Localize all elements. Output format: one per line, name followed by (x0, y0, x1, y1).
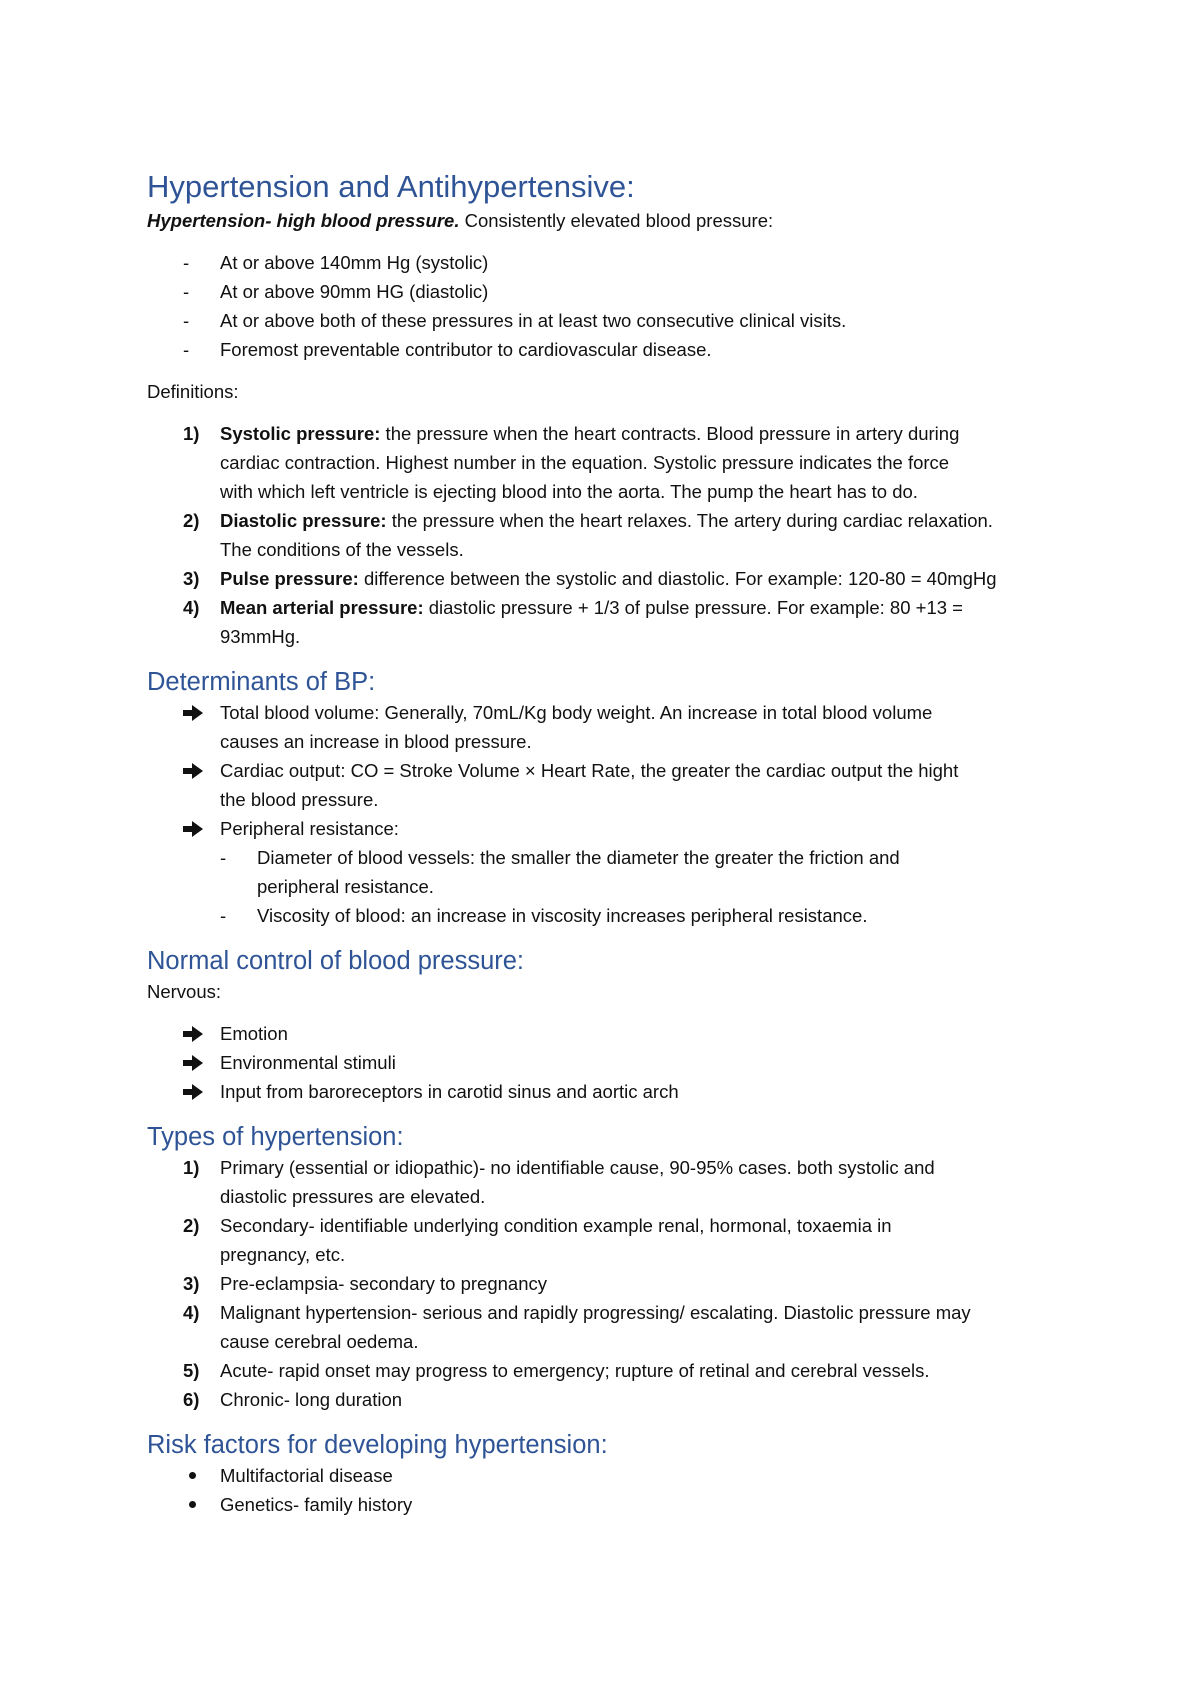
arrow-right-icon (183, 1026, 203, 1042)
intro-paragraph (147, 206, 1077, 235)
section-heading-types: Types of hypertension: (147, 1123, 404, 1151)
list-item: Input from baroreceptors in carotid sinus and aortic arch (147, 1077, 1077, 1106)
page-title: Hypertension and Antihypertensive: (147, 169, 635, 204)
risk-factors-list (147, 1461, 1077, 1519)
determinants-list (147, 698, 1077, 843)
list-item: 1) Primary (essential or idiopathic)- no identifiable cause, 90-95% cases. both systolic and diastolic pressures are elevated. (183, 1157, 935, 1207)
definitions-list (147, 419, 1077, 651)
arrow-right-icon (183, 705, 203, 721)
nervous-label: Nervous: (147, 981, 222, 1002)
bullet-icon (189, 1501, 196, 1508)
list-item: 1) Systolic pressure: the pressure when the heart contracts. Blood pressure in artery during cardiac contraction. Highest number in the equation. Systolic pressure indicates the force with which left ventricle is ejecting blood into the aorta. The pump the heart has to do. (183, 423, 960, 502)
list-item: 3) Pulse pressure: difference between the systolic and diastolic. For example: 120-80 = 40mgHg (183, 568, 997, 589)
types-list (147, 1153, 1077, 1414)
list-item: 5) Acute- rapid onset may progress to emergency; rupture of retinal and cerebral vessels. (183, 1360, 930, 1381)
nervous-list (147, 1019, 1077, 1106)
list-item: - At or above 140mm Hg (systolic) (183, 252, 489, 273)
peripheral-resistance-sublist (147, 843, 1077, 930)
arrow-right-icon (183, 763, 203, 779)
criteria-list (147, 248, 1077, 364)
list-item: Cardiac output: CO = Stroke Volume × Heart Rate, the greater the cardiac output the hight the blood pressure. (147, 756, 1077, 814)
section-heading-risk-factors: Risk factors for developing hypertension: (147, 1431, 608, 1459)
list-item: Emotion (147, 1019, 1077, 1048)
list-item: 3) Pre-eclampsia- secondary to pregnancy (183, 1273, 547, 1294)
arrow-right-icon (183, 1084, 203, 1100)
definition-text: the pressure when the heart contracts. Blood pressure in artery during (380, 423, 960, 444)
list-item: - Diameter of blood vessels: the smaller the diameter the greater the friction and peripheral resistance. (220, 847, 900, 897)
list-item: 2) Secondary- identifiable underlying condition example renal, hormonal, toxaemia in pregnancy, etc. (183, 1215, 892, 1265)
arrow-right-icon (183, 1055, 203, 1071)
list-item: - At or above both of these pressures in at least two consecutive clinical visits. (183, 310, 847, 331)
bullet-icon (189, 1472, 196, 1479)
list-item: 4) Mean arterial pressure: diastolic pressure + 1/3 of pulse pressure. For example: 80 +13 = 93mmHg. (183, 597, 963, 647)
list-item: Environmental stimuli (147, 1048, 1077, 1077)
list-item: 2) Diastolic pressure: the pressure when the heart relaxes. The artery during cardiac relaxation. The conditions of the vessels. (183, 510, 993, 560)
section-heading-determinants: Determinants of BP: (147, 668, 376, 696)
definitions-label: Definitions: (147, 381, 239, 402)
list-item: Multifactorial disease (147, 1461, 1077, 1490)
list-item: Total blood volume: Generally, 70mL/Kg body weight. An increase in total blood volume causes an increase in blood pressure. (147, 698, 1077, 756)
list-item: 4) Malignant hypertension- serious and rapidly progressing/ escalating. Diastolic pressure may cause cerebral oedema. (183, 1302, 971, 1352)
section-heading-normal-control: Normal control of blood pressure: (147, 947, 525, 975)
intro-text: Consistently elevated blood pressure: (459, 210, 774, 231)
list-item: - Foremost preventable contributor to cardiovascular disease. (183, 339, 712, 360)
list-item: Peripheral resistance: (147, 814, 1077, 843)
intro-term: Hypertension- high blood pressure. (147, 210, 460, 231)
list-item: - At or above 90mm HG (diastolic) (183, 281, 489, 302)
list-item: - Viscosity of blood: an increase in viscosity increases peripheral resistance. (220, 905, 868, 926)
list-item: Genetics- family history (147, 1490, 1077, 1519)
document-content (147, 168, 1077, 1519)
list-item: 6) Chronic- long duration (183, 1389, 403, 1410)
arrow-right-icon (183, 821, 203, 837)
